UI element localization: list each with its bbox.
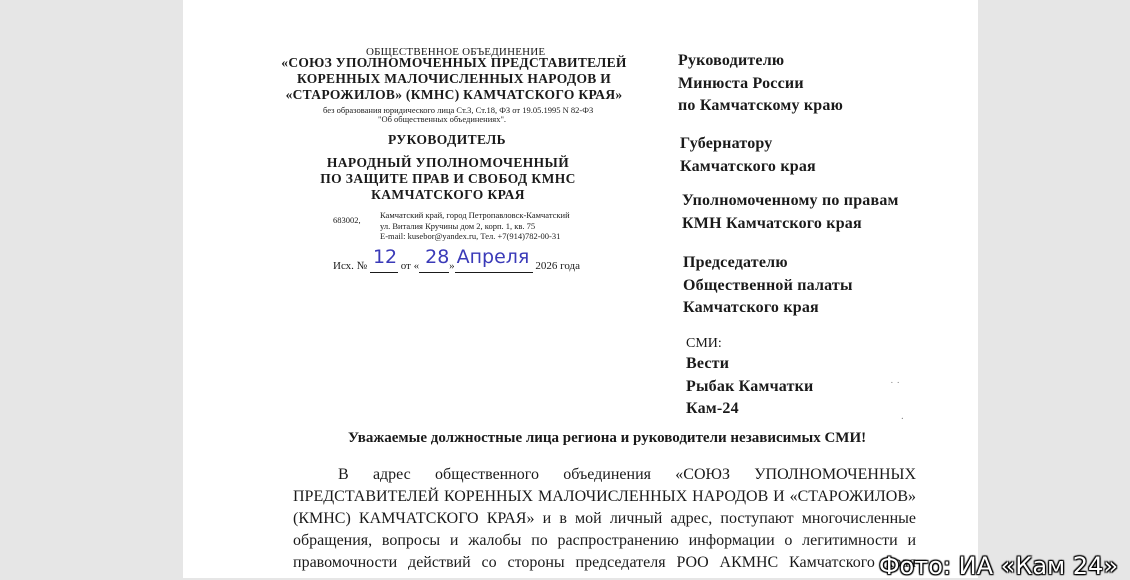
outgoing-prefix: Исх. №	[333, 260, 368, 272]
body-line: (КМНС) КАМЧАТСКОГО КРАЯ» и в мой личный адрес, поступают многочисленные	[293, 510, 916, 527]
recipient-line: КМН Камчатского края	[682, 214, 862, 232]
address-block	[380, 210, 570, 242]
media-outlet: Вести	[686, 355, 730, 372]
recipient-line: Руководителю	[678, 52, 785, 69]
org-type: ОБЩЕСТВЕННОЕ ОБЪЕДИНЕНИЕ	[366, 46, 546, 58]
outgoing-day: 28	[425, 246, 450, 268]
head-role	[313, 155, 583, 203]
recipient-line: Камчатского края	[680, 157, 816, 175]
recipient-minjust	[678, 50, 843, 118]
outgoing-number-line	[333, 246, 581, 273]
greeting: Уважаемые должностные лица региона и руководители независимых СМИ!	[348, 430, 867, 446]
head-role-line: КАМЧАТСКОГО КРАЯ	[371, 187, 525, 202]
postcode: 683002,	[333, 215, 361, 225]
recipient-line: Минюста России	[678, 74, 804, 92]
recipient-line: Губернатору	[680, 135, 773, 152]
address-line: E-mail: kusebor@yandex.ru, Тел. +7(914)782-00-31	[380, 231, 561, 241]
recipient-line: Председателю	[683, 254, 788, 271]
org-name-line: КОРЕННЫХ МАЛОЧИСЛЕННЫХ НАРОДОВ И	[296, 71, 612, 86]
head-role-line: НАРОДНЫЙ УПОЛНОМОЧЕННЫЙ	[326, 155, 570, 170]
head-role-line: ПО ЗАЩИТЕ ПРАВ И СВОБОД КМНС	[320, 171, 576, 186]
legal-note-line: без образования юридического лица Ст.3, Ст.18, ФЗ от 19.05.1995 N 82-ФЗ	[323, 105, 594, 115]
recipient-line: Камчатского края	[683, 299, 819, 316]
body-line: правомочности действий со стороны председателя РОО АКМНС Камчатского края	[293, 554, 916, 571]
body-line: В адрес общественного объединения «СОЮЗ УПОЛНОМОЧЕННЫХ	[338, 466, 916, 483]
recipient-ombudsman	[682, 190, 899, 235]
outgoing-from: от «	[400, 260, 420, 272]
media-outlet: Рыбак Камчатки	[686, 377, 814, 395]
address-line: Камчатский край, город Петропавловск-Камчатский	[380, 210, 570, 220]
recipient-line: Общественной палаты	[683, 276, 853, 294]
outgoing-month: Апреля	[456, 246, 530, 268]
media-outlets	[686, 353, 813, 421]
recipient-line: Уполномоченному по правам	[682, 192, 899, 209]
body-line: ПРЕДСТАВИТЕЛЕЙ КОРЕННЫХ МАЛОЧИСЛЕННЫХ НАРОДОВ И «СТАРОЖИЛОВ»	[293, 488, 916, 505]
outgoing-day-field	[419, 246, 450, 273]
outgoing-number: 12	[372, 246, 398, 268]
legal-note-line: "Об общественных объединениях".	[378, 114, 507, 124]
outgoing-number-field	[370, 246, 398, 273]
letter-page	[183, 0, 978, 578]
scan-mark: ˙ ˙	[890, 380, 901, 392]
media-outlet: Кам-24	[686, 400, 739, 417]
media-label: СМИ:	[686, 336, 722, 351]
body-line: обращения, вопросы и жалобы по распространению информации о легитимности и	[293, 532, 916, 549]
scan-mark: .	[901, 410, 904, 422]
outgoing-close-quote: »	[449, 260, 455, 272]
recipient-line: по Камчатскому краю	[678, 97, 844, 114]
photo-credit-watermark: Фото: ИА «Кам 24»	[878, 552, 1118, 580]
outgoing-year: 2026 года	[535, 260, 581, 272]
outgoing-month-field	[455, 246, 533, 273]
org-name-line: «СОЮЗ УПОЛНОМОЧЕННЫХ ПРЕДСТАВИТЕЛЕЙ	[281, 55, 627, 70]
head-title: РУКОВОДИТЕЛЬ	[388, 132, 507, 147]
address-line: ул. Виталия Кручины дом 2, корп. 1, кв. 75	[380, 220, 536, 231]
org-name	[279, 55, 629, 103]
recipient-governor	[680, 133, 816, 178]
org-name-line: «СТАРОЖИЛОВ» (КМНС) КАМЧАТСКОГО КРАЯ»	[285, 87, 623, 102]
recipient-public-chamber	[683, 252, 853, 320]
